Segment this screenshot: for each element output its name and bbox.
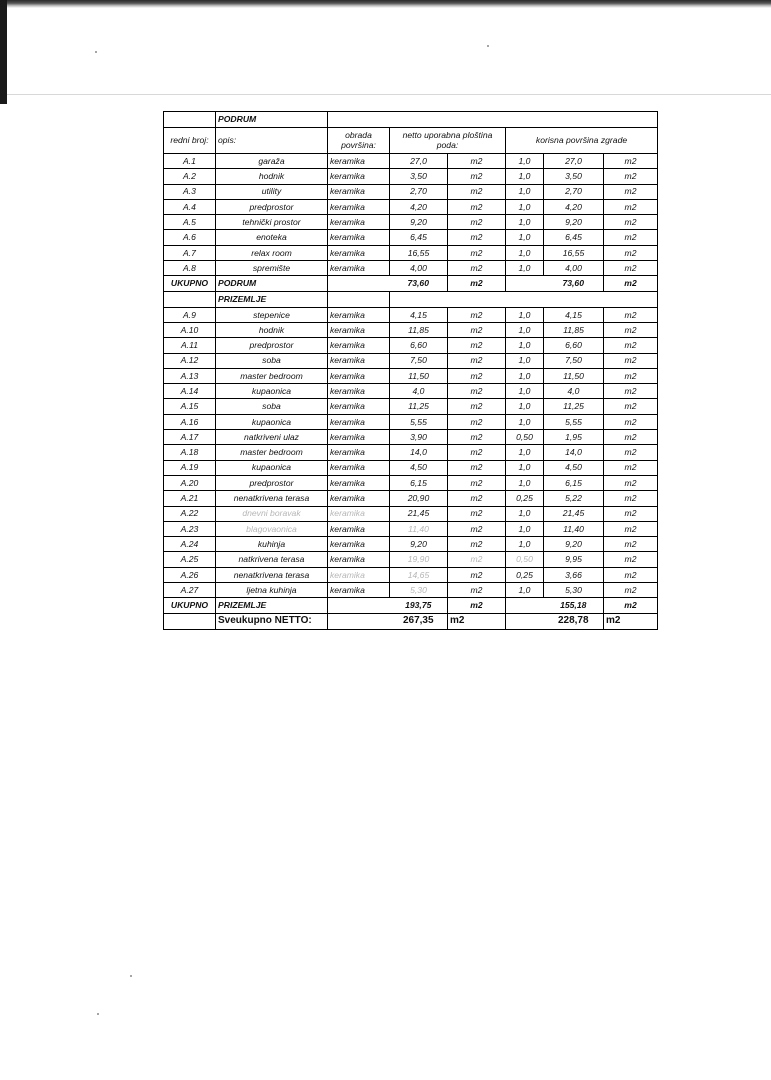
row-unit: m2: [604, 475, 658, 490]
total-korisna: 73,60: [544, 276, 604, 291]
row-obrada: keramika: [328, 169, 390, 184]
row-unit: m2: [604, 445, 658, 460]
total-netto: 73,60: [390, 276, 448, 291]
row-netto: 4,0: [390, 384, 448, 399]
row-unit: m2: [448, 261, 506, 276]
table-row: [164, 154, 658, 169]
table-row: [164, 399, 658, 414]
total-unit: m2: [448, 598, 506, 613]
row-id: A.17: [164, 430, 216, 445]
row-korisna: 11,85: [544, 322, 604, 337]
row-unit: m2: [604, 567, 658, 582]
row-obrada: keramika: [328, 552, 390, 567]
table-row: [164, 491, 658, 506]
row-obrada: keramika: [328, 353, 390, 368]
row-unit: m2: [448, 567, 506, 582]
row-unit: m2: [604, 184, 658, 199]
row-unit: m2: [448, 430, 506, 445]
column-header-row: [164, 128, 658, 154]
row-koeficijent: 1,0: [506, 261, 544, 276]
row-korisna: 11,40: [544, 521, 604, 536]
row-id: A.13: [164, 368, 216, 383]
section-total-row: [164, 276, 658, 291]
row-netto: 11,25: [390, 399, 448, 414]
header-opis: opis:: [216, 128, 328, 154]
row-netto: 9,20: [390, 215, 448, 230]
grand-total-netto: 267,35: [390, 613, 448, 629]
row-opis: spremište: [216, 261, 328, 276]
row-unit: m2: [448, 552, 506, 567]
row-id: A.1: [164, 154, 216, 169]
empty-cell: [506, 276, 544, 291]
row-koeficijent: 0,25: [506, 567, 544, 582]
grand-total-unit: m2: [604, 613, 658, 629]
row-korisna: 4,00: [544, 261, 604, 276]
row-korisna: 9,20: [544, 215, 604, 230]
table-row: [164, 307, 658, 322]
row-id: A.8: [164, 261, 216, 276]
row-korisna: 14,0: [544, 445, 604, 460]
row-korisna: 6,15: [544, 475, 604, 490]
table-row: [164, 414, 658, 429]
row-unit: m2: [604, 491, 658, 506]
row-koeficijent: 1,0: [506, 154, 544, 169]
row-id: A.5: [164, 215, 216, 230]
row-koeficijent: 1,0: [506, 230, 544, 245]
row-unit: m2: [448, 475, 506, 490]
row-opis: garaža: [216, 154, 328, 169]
total-netto: 193,75: [390, 598, 448, 613]
empty-cell: [506, 598, 544, 613]
empty-cell: [328, 291, 390, 307]
row-unit: m2: [604, 245, 658, 260]
row-unit: m2: [604, 368, 658, 383]
section-header-prizemlje: [164, 291, 658, 307]
scan-speck: [97, 1013, 99, 1015]
row-unit: m2: [448, 184, 506, 199]
table-row: [164, 552, 658, 567]
row-korisna: 9,95: [544, 552, 604, 567]
row-obrada: keramika: [328, 199, 390, 214]
row-id: A.22: [164, 506, 216, 521]
row-id: A.18: [164, 445, 216, 460]
row-koeficijent: 1,0: [506, 215, 544, 230]
row-unit: m2: [604, 230, 658, 245]
row-opis: predprostor: [216, 199, 328, 214]
row-unit: m2: [604, 537, 658, 552]
row-netto: 6,15: [390, 475, 448, 490]
total-unit: m2: [604, 276, 658, 291]
empty-cell: [328, 276, 390, 291]
row-koeficijent: 1,0: [506, 184, 544, 199]
scan-left-edge: [0, 0, 7, 104]
row-unit: m2: [448, 460, 506, 475]
row-unit: m2: [448, 169, 506, 184]
row-koeficijent: 1,0: [506, 338, 544, 353]
row-opis: hodnik: [216, 169, 328, 184]
row-koeficijent: 1,0: [506, 322, 544, 337]
row-unit: m2: [604, 414, 658, 429]
row-koeficijent: 1,0: [506, 384, 544, 399]
row-opis: hodnik: [216, 322, 328, 337]
grand-total-label: Sveukupno NETTO:: [216, 613, 328, 629]
row-unit: m2: [604, 199, 658, 214]
row-koeficijent: 1,0: [506, 521, 544, 536]
section-header-podrum: [164, 112, 658, 128]
row-opis: nenatkrivena terasa: [216, 567, 328, 582]
row-koeficijent: 0,50: [506, 552, 544, 567]
row-id: A.16: [164, 414, 216, 429]
row-unit: m2: [448, 245, 506, 260]
row-netto: 4,50: [390, 460, 448, 475]
total-label: UKUPNO: [164, 598, 216, 613]
row-unit: m2: [448, 154, 506, 169]
row-korisna: 16,55: [544, 245, 604, 260]
row-netto: 11,50: [390, 368, 448, 383]
row-unit: m2: [448, 199, 506, 214]
row-unit: m2: [604, 307, 658, 322]
row-unit: m2: [448, 368, 506, 383]
row-unit: m2: [604, 384, 658, 399]
row-unit: m2: [448, 445, 506, 460]
row-koeficijent: 0,50: [506, 430, 544, 445]
empty-cell: [164, 613, 216, 629]
row-unit: m2: [604, 399, 658, 414]
table-row: [164, 353, 658, 368]
row-korisna: 5,30: [544, 583, 604, 598]
row-unit: m2: [604, 261, 658, 276]
row-unit: m2: [604, 353, 658, 368]
table-row: [164, 475, 658, 490]
row-korisna: 3,50: [544, 169, 604, 184]
row-koeficijent: 0,25: [506, 491, 544, 506]
table-row: [164, 460, 658, 475]
row-netto: 6,60: [390, 338, 448, 353]
empty-cell: [164, 291, 216, 307]
row-unit: m2: [448, 230, 506, 245]
row-unit: m2: [604, 169, 658, 184]
row-obrada: keramika: [328, 521, 390, 536]
row-koeficijent: 1,0: [506, 414, 544, 429]
row-obrada: keramika: [328, 583, 390, 598]
row-koeficijent: 1,0: [506, 307, 544, 322]
row-koeficijent: 1,0: [506, 506, 544, 521]
table-row: [164, 245, 658, 260]
total-unit: m2: [604, 598, 658, 613]
row-opis: master bedroom: [216, 368, 328, 383]
row-koeficijent: 1,0: [506, 199, 544, 214]
row-unit: m2: [604, 460, 658, 475]
empty-cell: [164, 112, 216, 128]
row-obrada: keramika: [328, 184, 390, 199]
row-netto: 16,55: [390, 245, 448, 260]
row-unit: m2: [448, 338, 506, 353]
row-opis: relax room: [216, 245, 328, 260]
row-koeficijent: 1,0: [506, 537, 544, 552]
row-netto: 4,20: [390, 199, 448, 214]
row-opis: kupaonica: [216, 384, 328, 399]
table-row: [164, 261, 658, 276]
row-opis: dnevni boravak: [216, 506, 328, 521]
row-unit: m2: [604, 154, 658, 169]
empty-cell: [390, 291, 658, 307]
row-id: A.7: [164, 245, 216, 260]
row-korisna: 2,70: [544, 184, 604, 199]
row-obrada: keramika: [328, 430, 390, 445]
row-unit: m2: [448, 414, 506, 429]
row-opis: kuhinja: [216, 537, 328, 552]
table-row: [164, 368, 658, 383]
row-opis: blagovaonica: [216, 521, 328, 536]
row-obrada: keramika: [328, 368, 390, 383]
row-korisna: 4,50: [544, 460, 604, 475]
row-id: A.15: [164, 399, 216, 414]
row-id: A.4: [164, 199, 216, 214]
row-unit: m2: [448, 307, 506, 322]
table-row: [164, 322, 658, 337]
row-netto: 14,0: [390, 445, 448, 460]
grand-total-row: [164, 613, 658, 629]
row-unit: m2: [448, 353, 506, 368]
row-obrada: keramika: [328, 322, 390, 337]
row-netto: 9,20: [390, 537, 448, 552]
row-id: A.14: [164, 384, 216, 399]
row-id: A.3: [164, 184, 216, 199]
row-korisna: 5,22: [544, 491, 604, 506]
row-obrada: keramika: [328, 567, 390, 582]
row-id: A.21: [164, 491, 216, 506]
row-unit: m2: [604, 583, 658, 598]
row-koeficijent: 1,0: [506, 475, 544, 490]
row-obrada: keramika: [328, 491, 390, 506]
scan-speck: [130, 975, 132, 977]
header-korisna: korisna površina zgrade: [506, 128, 658, 154]
scan-speck: [487, 45, 489, 47]
row-obrada: keramika: [328, 537, 390, 552]
row-korisna: 4,20: [544, 199, 604, 214]
row-unit: m2: [448, 399, 506, 414]
row-korisna: 11,25: [544, 399, 604, 414]
row-unit: m2: [604, 338, 658, 353]
table-row: [164, 521, 658, 536]
row-korisna: 6,60: [544, 338, 604, 353]
row-netto: 20,90: [390, 491, 448, 506]
table-row: [164, 567, 658, 582]
row-korisna: 11,50: [544, 368, 604, 383]
table-row: [164, 506, 658, 521]
row-netto: 21,45: [390, 506, 448, 521]
table-row: [164, 169, 658, 184]
total-korisna: 155,18: [544, 598, 604, 613]
scan-top-shadow: [0, 0, 771, 8]
row-obrada: keramika: [328, 338, 390, 353]
row-netto: 6,45: [390, 230, 448, 245]
empty-cell: [328, 112, 658, 128]
row-unit: m2: [448, 322, 506, 337]
row-unit: m2: [448, 583, 506, 598]
row-unit: m2: [448, 506, 506, 521]
table-row: [164, 338, 658, 353]
header-netto: netto uporabna ploština poda:: [390, 128, 506, 154]
row-netto: 3,50: [390, 169, 448, 184]
row-opis: kupaonica: [216, 414, 328, 429]
section-title: PODRUM: [216, 112, 328, 128]
row-unit: m2: [448, 384, 506, 399]
row-id: A.9: [164, 307, 216, 322]
row-opis: predprostor: [216, 475, 328, 490]
row-netto: 2,70: [390, 184, 448, 199]
row-id: A.6: [164, 230, 216, 245]
row-opis: soba: [216, 399, 328, 414]
row-opis: nenatkrivena terasa: [216, 491, 328, 506]
total-unit: m2: [448, 276, 506, 291]
row-opis: stepenice: [216, 307, 328, 322]
row-netto: 14,65: [390, 567, 448, 582]
row-netto: 27,0: [390, 154, 448, 169]
row-netto: 11,40: [390, 521, 448, 536]
row-obrada: keramika: [328, 215, 390, 230]
row-unit: m2: [448, 537, 506, 552]
row-obrada: keramika: [328, 414, 390, 429]
section-title: PRIZEMLJE: [216, 291, 328, 307]
row-obrada: keramika: [328, 399, 390, 414]
empty-cell: [328, 598, 390, 613]
row-unit: m2: [604, 552, 658, 567]
row-opis: enoteka: [216, 230, 328, 245]
row-korisna: 1,95: [544, 430, 604, 445]
row-id: A.11: [164, 338, 216, 353]
row-netto: 5,30: [390, 583, 448, 598]
row-obrada: keramika: [328, 261, 390, 276]
row-obrada: keramika: [328, 475, 390, 490]
row-opis: master bedroom: [216, 445, 328, 460]
row-id: A.25: [164, 552, 216, 567]
row-koeficijent: 1,0: [506, 583, 544, 598]
table-row: [164, 583, 658, 598]
section-total-row: [164, 598, 658, 613]
row-netto: 5,55: [390, 414, 448, 429]
row-unit: m2: [604, 506, 658, 521]
row-netto: 19,90: [390, 552, 448, 567]
row-netto: 3,90: [390, 430, 448, 445]
row-id: A.26: [164, 567, 216, 582]
row-koeficijent: 1,0: [506, 169, 544, 184]
table-row: [164, 215, 658, 230]
row-unit: m2: [448, 215, 506, 230]
total-section-name: PODRUM: [216, 276, 328, 291]
row-opis: utility: [216, 184, 328, 199]
row-id: A.10: [164, 322, 216, 337]
row-unit: m2: [448, 491, 506, 506]
row-korisna: 4,0: [544, 384, 604, 399]
row-korisna: 3,66: [544, 567, 604, 582]
row-id: A.24: [164, 537, 216, 552]
row-id: A.12: [164, 353, 216, 368]
row-id: A.19: [164, 460, 216, 475]
row-opis: natkriveni ulaz: [216, 430, 328, 445]
row-opis: natkrivena terasa: [216, 552, 328, 567]
row-opis: soba: [216, 353, 328, 368]
scan-speck: [95, 51, 97, 53]
row-id: A.27: [164, 583, 216, 598]
row-unit: m2: [604, 322, 658, 337]
row-opis: kupaonica: [216, 460, 328, 475]
empty-cell: [506, 613, 544, 629]
row-netto: 7,50: [390, 353, 448, 368]
table-row: [164, 537, 658, 552]
row-obrada: keramika: [328, 506, 390, 521]
total-section-name: PRIZEMLJE: [216, 598, 328, 613]
row-unit: m2: [604, 521, 658, 536]
row-id: A.23: [164, 521, 216, 536]
row-obrada: keramika: [328, 307, 390, 322]
row-korisna: 7,50: [544, 353, 604, 368]
header-obrada: obrada površina:: [328, 128, 390, 154]
row-obrada: keramika: [328, 445, 390, 460]
empty-cell: [328, 613, 390, 629]
table-row: [164, 430, 658, 445]
row-opis: ljetna kuhinja: [216, 583, 328, 598]
grand-total-korisna: 228,78: [544, 613, 604, 629]
row-koeficijent: 1,0: [506, 353, 544, 368]
table-row: [164, 184, 658, 199]
row-id: A.2: [164, 169, 216, 184]
row-unit: m2: [604, 215, 658, 230]
row-unit: m2: [604, 430, 658, 445]
table-row: [164, 384, 658, 399]
header-redni-broj: redni broj:: [164, 128, 216, 154]
grand-total-unit: m2: [448, 613, 506, 629]
row-korisna: 6,45: [544, 230, 604, 245]
row-korisna: 21,45: [544, 506, 604, 521]
row-korisna: 4,15: [544, 307, 604, 322]
table-row: [164, 445, 658, 460]
table-row: [164, 230, 658, 245]
row-id: A.20: [164, 475, 216, 490]
row-obrada: keramika: [328, 230, 390, 245]
row-unit: m2: [448, 521, 506, 536]
row-koeficijent: 1,0: [506, 245, 544, 260]
row-korisna: 5,55: [544, 414, 604, 429]
row-obrada: keramika: [328, 384, 390, 399]
row-koeficijent: 1,0: [506, 460, 544, 475]
row-netto: 4,15: [390, 307, 448, 322]
row-korisna: 27,0: [544, 154, 604, 169]
row-koeficijent: 1,0: [506, 445, 544, 460]
row-netto: 11,85: [390, 322, 448, 337]
row-koeficijent: 1,0: [506, 399, 544, 414]
total-label: UKUPNO: [164, 276, 216, 291]
row-netto: 4,00: [390, 261, 448, 276]
row-obrada: keramika: [328, 154, 390, 169]
area-table: [163, 111, 658, 630]
row-obrada: keramika: [328, 245, 390, 260]
scan-fold-line: [7, 94, 771, 95]
row-koeficijent: 1,0: [506, 368, 544, 383]
row-opis: tehnički prostor: [216, 215, 328, 230]
row-korisna: 9,20: [544, 537, 604, 552]
row-obrada: keramika: [328, 460, 390, 475]
row-opis: predprostor: [216, 338, 328, 353]
table-row: [164, 199, 658, 214]
